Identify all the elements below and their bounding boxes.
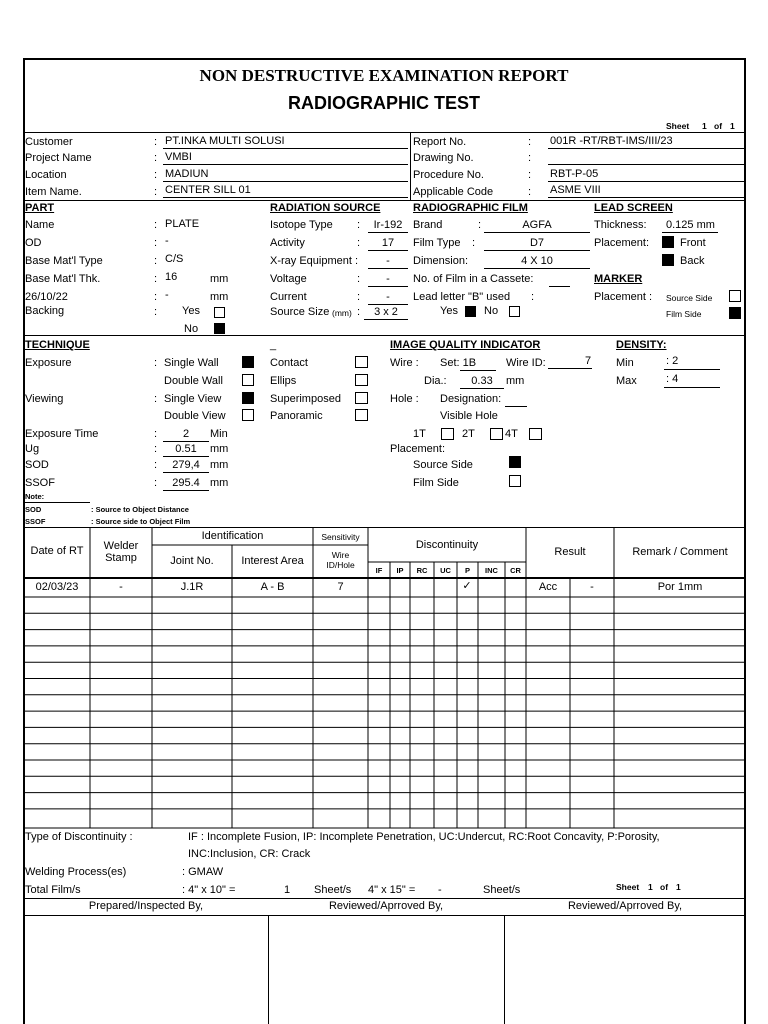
- dimension-value: 4 X 10: [521, 255, 553, 267]
- th-disc-code: RC: [416, 566, 428, 575]
- double-wall-label: Double Wall: [164, 375, 223, 387]
- colon: :: [154, 459, 158, 471]
- film-size2-count: -: [438, 884, 442, 896]
- customer-label: Customer: [25, 136, 73, 148]
- note-label: Note:: [25, 492, 45, 501]
- reviewed-by-label-1: Reviewed/Aprroved By,: [328, 900, 444, 912]
- mat-thk-unit: mm: [210, 273, 229, 285]
- viewing-label: Viewing: [25, 393, 64, 405]
- th-disc-code: IF: [375, 566, 383, 575]
- exposure-time-unit: Min: [210, 428, 228, 440]
- lead-front-label: Front: [680, 237, 706, 249]
- isotope-value: Ir-192: [373, 219, 403, 231]
- od-label: OD: [25, 237, 42, 249]
- sod-label: SOD: [25, 459, 49, 471]
- th-disc-code: CR: [510, 566, 521, 575]
- iqi-4t-label: 4T: [505, 428, 518, 440]
- mat-thk-value: 16: [165, 271, 178, 283]
- th-sensitivity: Sensitivity: [321, 532, 360, 542]
- brand-label: Brand: [413, 219, 443, 231]
- iqi-wire-label: Wire :: [390, 357, 419, 369]
- source-size-value: 3 x 2: [374, 306, 398, 318]
- iqi-source-side-label: Source Side: [413, 459, 473, 471]
- single-wall-label: Single Wall: [164, 357, 219, 369]
- exposure-label: Exposure: [25, 357, 72, 369]
- marker-placement-label: Placement :: [594, 291, 653, 303]
- marker-heading: MARKER: [594, 273, 643, 285]
- colon: :: [357, 219, 361, 231]
- iqi-film-side-label: Film Side: [413, 477, 459, 489]
- location-value: MADIUN: [165, 168, 209, 180]
- ssof-label: SSOF: [25, 477, 55, 489]
- th-disc-code: IP: [396, 566, 404, 575]
- colon: :: [528, 136, 532, 148]
- source-size-unit: (mm): [332, 308, 352, 318]
- voltage-label: Voltage: [270, 273, 307, 285]
- iqi-designation-label: Designation:: [440, 393, 502, 405]
- colon: :: [528, 186, 532, 198]
- iqi-heading: IMAGE QUALITY INDICATOR: [390, 339, 541, 351]
- report-title: NON DESTRUCTIVE EXAMINATION REPORT: [199, 66, 569, 85]
- note-ssof-abbr: SSOF: [25, 517, 46, 526]
- report-label: Report No.: [413, 136, 467, 148]
- dash-mark: _: [270, 339, 277, 351]
- item-label: Item Name.: [25, 186, 82, 198]
- backing-yes-label: Yes: [182, 305, 200, 317]
- discontinuity-type-label: Type of Discontinuity :: [25, 831, 133, 843]
- colon: :: [531, 291, 535, 303]
- sod-value: 279,4: [172, 459, 200, 471]
- backing-label: Backing: [25, 305, 65, 317]
- cell-result: Acc: [538, 581, 558, 593]
- colon: :: [154, 291, 158, 303]
- name-label: Name: [25, 219, 55, 231]
- colon: :: [154, 443, 158, 455]
- drawing-label: Drawing No.: [413, 152, 474, 164]
- colon: :: [154, 273, 158, 285]
- exposure-time-label: Exposure Time: [25, 428, 99, 440]
- technique-heading: TECHNIQUE: [25, 339, 90, 351]
- density-max-value: : 4: [666, 373, 679, 385]
- source-size-label: Source Size: [270, 306, 330, 318]
- location-label: Location: [25, 169, 67, 181]
- reviewed-by-label-2: Reviewed/Aprroved By,: [567, 900, 683, 912]
- sheet-total: 1: [730, 121, 735, 131]
- single-view-label: Single View: [164, 393, 222, 405]
- film-size1-count: 1: [284, 884, 291, 896]
- film-heading: RADIOGRAPHIC FILM: [413, 202, 528, 214]
- marker-source-side-label: Source Side: [666, 293, 713, 303]
- thickness-label: Thickness:: [594, 219, 647, 231]
- code-value: ASME VIII: [550, 184, 601, 196]
- colon: :: [154, 219, 158, 231]
- ug-value: 0.51: [175, 443, 197, 455]
- report-value: 001R -RT/RBT-IMS/III/23: [550, 135, 673, 147]
- lead-b-label: Lead letter "B" used: [413, 291, 511, 303]
- mat-type-label: Base Mat'l Type: [25, 255, 103, 267]
- report-subtitle: RADIOGRAPHIC TEST: [287, 93, 480, 113]
- prepared-by-label: Prepared/Inspected By,: [88, 900, 204, 912]
- brand-value: AGFA: [522, 219, 552, 231]
- note-sod-text: : Source to Object Distance: [91, 505, 189, 514]
- backing-no-label: No: [184, 323, 199, 335]
- ug-label: Ug: [25, 443, 40, 455]
- date-value: -: [165, 289, 169, 301]
- mat-type-value: C/S: [165, 253, 184, 265]
- th-interest-area: Interest Area: [241, 555, 304, 567]
- iqi-hole-label: Hole :: [390, 393, 419, 405]
- colon: :: [357, 273, 361, 285]
- iqi-1t-label: 1T: [413, 428, 426, 440]
- double-view-label: Double View: [164, 410, 226, 422]
- colon: :: [154, 306, 158, 318]
- project-value: VMBI: [165, 151, 192, 163]
- current-value: -: [386, 291, 390, 303]
- discontinuity-type-line2: INC:Inclusion, CR: Crack: [188, 848, 311, 860]
- xray-label: X-ray Equipment :: [270, 255, 359, 267]
- ellips-label: Ellips: [270, 375, 297, 387]
- colon: :: [472, 237, 476, 249]
- ssof-unit: mm: [210, 477, 229, 489]
- colon: :: [154, 393, 158, 405]
- th-date-rt: Date of RT: [30, 545, 84, 557]
- iqi-wire-id-value: 7: [585, 355, 592, 367]
- th-result: Result: [554, 546, 586, 558]
- colon: :: [357, 291, 361, 303]
- current-label: Current: [270, 291, 307, 303]
- colon: :: [154, 428, 158, 440]
- sheet-label: Sheet: [666, 121, 690, 131]
- lead-b-yes-label: Yes: [440, 305, 458, 317]
- colon: :: [154, 255, 158, 267]
- density-max-label: Max: [616, 375, 637, 387]
- colon: :: [154, 136, 158, 148]
- iqi-set-label: Set: 1B: [440, 357, 477, 369]
- cell-joint: J.1R: [180, 581, 204, 593]
- th-remark: Remark / Comment: [632, 546, 728, 558]
- footer-sheet-of: of: [660, 882, 669, 892]
- discontinuity-type-line1: IF : Incomplete Fusion, IP: Incomplete Penetration, UC:Undercut, RC:Root Concavity, P:Porosity,: [188, 831, 660, 843]
- colon: :: [154, 477, 158, 489]
- activity-label: Activity: [270, 237, 305, 249]
- contact-label: Contact: [270, 357, 308, 369]
- ug-unit: mm: [210, 443, 229, 455]
- density-min-value: : 2: [666, 355, 679, 367]
- film-size1-label: : 4" x 10" =: [182, 884, 236, 896]
- film-size2-sheets: Sheet/s: [483, 884, 521, 896]
- cell-result-extra: -: [590, 581, 594, 593]
- xray-value: -: [386, 255, 390, 267]
- colon: :: [528, 152, 532, 164]
- cell-area: A - B: [260, 581, 285, 593]
- marker-film-side-label: Film Side: [666, 309, 702, 319]
- colon: :: [154, 186, 158, 198]
- cell-p-check: ✓: [462, 580, 472, 592]
- th-disc-code: P: [464, 566, 470, 575]
- iqi-dia-label: Dia.:: [424, 375, 447, 387]
- th-identification: Identification: [201, 530, 264, 542]
- part-heading: PART: [25, 202, 55, 214]
- isotope-label: Isotope Type: [270, 219, 333, 231]
- film-type-value: D7: [529, 237, 545, 249]
- note-sod-abbr: SOD: [25, 505, 42, 514]
- exposure-time-value: 2: [182, 428, 190, 440]
- od-value: -: [165, 235, 169, 247]
- colon: :: [154, 152, 158, 164]
- procedure-value: RBT-P-05: [550, 168, 599, 180]
- mat-thk-label: Base Mat'l Thk.: [25, 273, 101, 285]
- lead-back-label: Back: [680, 255, 705, 267]
- sod-unit: mm: [210, 459, 229, 471]
- density-min-label: Min: [616, 357, 634, 369]
- welding-process-value: : GMAW: [182, 866, 224, 878]
- colon: :: [528, 169, 532, 181]
- project-label: Project Name: [25, 152, 92, 164]
- customer-value: PT.INKA MULTI SOLUSI: [165, 135, 285, 147]
- iqi-dia-value: 0.33: [471, 375, 493, 387]
- date-label: 26/10/22: [25, 291, 68, 303]
- procedure-label: Procedure No.: [413, 169, 484, 181]
- th-disc-code: INC: [485, 566, 498, 575]
- sheet-of: of: [714, 121, 723, 131]
- footer-sheet-total: 1: [676, 882, 681, 892]
- item-value: CENTER SILL 01: [165, 184, 251, 196]
- code-label: Applicable Code: [413, 186, 494, 198]
- colon: :: [357, 237, 361, 249]
- footer-sheet-label: Sheet: [616, 882, 640, 892]
- cell-wire: 7: [337, 581, 344, 593]
- colon: :: [154, 169, 158, 181]
- name-value: PLATE: [165, 218, 200, 230]
- iqi-dia-unit: mm: [506, 375, 525, 387]
- panoramic-label: Panoramic: [270, 410, 323, 422]
- lead-b-no-label: No: [484, 305, 499, 317]
- iqi-placement-label: Placement:: [390, 443, 446, 455]
- dimension-label: Dimension:: [413, 255, 469, 267]
- th-discontinuity: Discontinuity: [415, 539, 479, 551]
- cell-date: 02/03/23: [35, 581, 79, 593]
- thickness-value: 0.125 mm: [666, 219, 715, 231]
- th-disc-code: UC: [440, 566, 451, 575]
- lead-screen-heading: LEAD SCREEN: [594, 202, 673, 214]
- date-unit: mm: [210, 291, 229, 303]
- cell-welder: -: [119, 581, 123, 593]
- iqi-wire-id-label: Wire ID:: [506, 357, 546, 369]
- density-heading: DENSITY:: [616, 339, 667, 351]
- film-type-label: Film Type: [413, 237, 461, 249]
- activity-value: 17: [381, 237, 395, 249]
- colon: :: [154, 357, 158, 369]
- th-welder-stamp: Welder Stamp: [103, 540, 139, 564]
- welding-process-label: Welding Process(es): [25, 866, 127, 878]
- superimposed-label: Superimposed: [270, 393, 341, 405]
- film-size2-label: 4" x 15" =: [368, 884, 416, 896]
- iqi-visible-hole-label: Visible Hole: [440, 410, 498, 422]
- ssof-value: 295.4: [172, 477, 200, 489]
- note-ssof-text: : Source side to Object Film: [91, 517, 191, 526]
- th-joint-no: Joint No.: [170, 555, 214, 567]
- film-count-label: No. of Film in a Cassete:: [413, 273, 534, 285]
- total-films-label: Total Film/s: [25, 884, 81, 896]
- sheet-num: 1: [702, 121, 707, 131]
- iqi-2t-label: 2T: [462, 428, 475, 440]
- colon: :: [478, 219, 482, 231]
- colon: :: [357, 306, 361, 318]
- film-size1-sheets: Sheet/s: [314, 884, 352, 896]
- cell-remark: Por 1mm: [657, 581, 703, 593]
- source-heading: RADIATION SOURCE: [270, 202, 381, 214]
- colon: :: [154, 237, 158, 249]
- voltage-value: -: [386, 273, 390, 285]
- lead-placement-label: Placement:: [594, 237, 650, 249]
- th-wire-id-hole: Wire ID/Hole: [326, 550, 355, 570]
- footer-sheet-num: 1: [648, 882, 653, 892]
